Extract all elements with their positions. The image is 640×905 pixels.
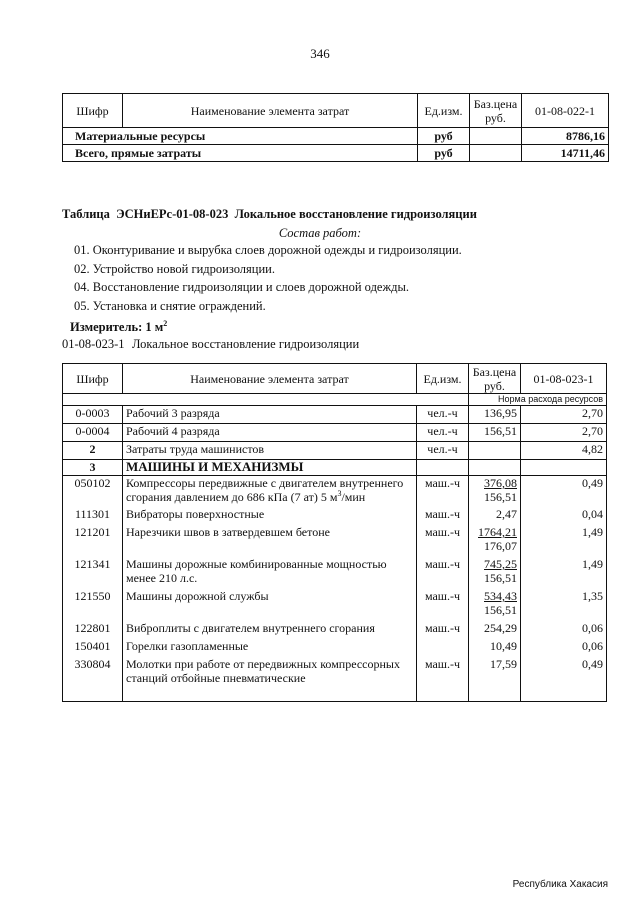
row-norm: 0,49 (521, 476, 607, 508)
table-row (63, 639, 607, 657)
row-norm: 2,70 (521, 424, 607, 442)
row-code: 122801 (63, 621, 123, 639)
operation-item: 05. Установка и снятие ограждений. (74, 299, 266, 313)
row-name: Горелки газопламенные (123, 639, 417, 657)
row-name: Компрессоры передвижные с двигателем внутреннего сгорания давлением до 686 кПа (7 ат) 5 $м^3$/мин (123, 476, 417, 508)
header-unit: Ед.изм. (417, 364, 469, 394)
row-unit: чел.-ч (417, 406, 469, 424)
row-name: Рабочий 3 разряда (123, 406, 417, 424)
table-row (63, 128, 609, 145)
table-row (63, 589, 607, 621)
row-price: 745,25 156,51 (469, 557, 521, 589)
row-value: 8786,16 (522, 128, 609, 145)
rate-line (62, 337, 359, 352)
measurer-power: 2 (163, 319, 168, 328)
row-norm: 0,04 (521, 507, 607, 525)
table-row (63, 442, 607, 460)
table-header-row (63, 364, 607, 394)
table-header-row (63, 94, 609, 128)
header-code: Шифр (63, 364, 123, 394)
row-code: 121341 (63, 557, 123, 589)
header-name: Наименование элемента затрат (123, 94, 418, 128)
group-code: 3 (63, 460, 123, 476)
norm-label: Норма расхода ресурсов (469, 394, 607, 406)
measurer-label: Измеритель: 1 м (70, 320, 164, 335)
row-price: 1764,21 176,07 (469, 525, 521, 557)
section-name: Локальное восстановление гидроизоляции (234, 207, 477, 221)
row-code: 121550 (63, 589, 123, 621)
header-rate-code: 01-08-023-1 (521, 364, 607, 394)
rate-code: 01-08-023-1 (62, 337, 125, 351)
row-norm: 1,49 (521, 557, 607, 589)
group-header-row (63, 460, 607, 476)
row-unit: руб (418, 128, 470, 145)
table-row (63, 507, 607, 525)
section-title (62, 207, 477, 222)
row-name: Молотки при работе от передвижных компрессорных станций отбойные пневматические (123, 657, 417, 701)
header-rate-code: 01-08-022-1 (522, 94, 609, 128)
footer-region: Республика Хакасия (512, 879, 608, 890)
norm-row (63, 394, 607, 406)
row-unit: маш.-ч (417, 525, 469, 557)
row-unit: маш.-ч (417, 557, 469, 589)
table-row (63, 621, 607, 639)
row-unit: чел.-ч (417, 424, 469, 442)
rate-name: Локальное восстановление гидроизоляции (132, 337, 360, 351)
row-price: 2,47 (469, 507, 521, 525)
measurer (70, 319, 167, 335)
page-number: 346 (310, 46, 330, 61)
row-unit: маш.-ч (417, 476, 469, 508)
row-norm: 0,06 (521, 639, 607, 657)
row-price: 254,29 (469, 621, 521, 639)
operation-item: 01. Оконтуривание и вырубка слоев дорожной одежды и гидроизоляции. (74, 243, 462, 257)
row-price: 136,95 (469, 406, 521, 424)
operation-item: 04. Восстановление гидроизоляции и слоев дорожной одежды. (74, 280, 410, 294)
row-code: 121201 (63, 525, 123, 557)
row-unit: маш.-ч (417, 621, 469, 639)
table-row (63, 557, 607, 589)
row-price (470, 128, 522, 145)
header-base-price: Баз.цена руб. (469, 364, 521, 394)
row-norm: 2,70 (521, 406, 607, 424)
row-code: 050102 (63, 476, 123, 508)
row-unit: руб (418, 145, 470, 162)
row-unit (417, 639, 469, 657)
row-code: 2 (63, 442, 123, 460)
group-name: МАШИНЫ И МЕХАНИЗМЫ (123, 460, 417, 476)
table-row (63, 406, 607, 424)
row-price: 10,49 (469, 639, 521, 657)
operation-item: 02. Устройство новой гидроизоляции. (74, 262, 275, 276)
row-unit: маш.-ч (417, 589, 469, 621)
section-code: ЭСНиЕРс-01-08-023 (116, 207, 229, 221)
row-code: 330804 (63, 657, 123, 701)
row-price (469, 442, 521, 460)
row-name: Нарезчики швов в затвердевшем бетоне (123, 525, 417, 557)
row-name: Машины дорожной службы (123, 589, 417, 621)
header-unit: Ед.изм. (418, 94, 470, 128)
row-unit: чел.-ч (417, 442, 469, 460)
row-norm: 1,35 (521, 589, 607, 621)
table-row (63, 657, 607, 701)
row-norm: 0,49 (521, 657, 607, 701)
table-row (63, 145, 609, 162)
row-code: 111301 (63, 507, 123, 525)
row-code: 0-0004 (63, 424, 123, 442)
row-price: 156,51 (469, 424, 521, 442)
table-row (63, 525, 607, 557)
row-norm: 0,06 (521, 621, 607, 639)
row-name: Машины дорожные комбинированные мощностью менее 210 л.с. (123, 557, 417, 589)
table-row (63, 424, 607, 442)
table-previous-rate (62, 93, 609, 162)
header-name: Наименование элемента затрат (123, 364, 417, 394)
row-name: Всего, прямые затраты (63, 145, 418, 162)
row-unit: маш.-ч (417, 507, 469, 525)
row-value: 14711,46 (522, 145, 609, 162)
row-unit: маш.-ч (417, 657, 469, 701)
section-label: Таблица (62, 207, 110, 221)
row-name: Рабочий 4 разряда (123, 424, 417, 442)
table-row (63, 476, 607, 508)
row-name: Виброплиты с двигателем внутреннего сгорания (123, 621, 417, 639)
table-resources (62, 363, 607, 702)
row-name: Материальные ресурсы (63, 128, 418, 145)
row-code: 150401 (63, 639, 123, 657)
row-norm: 1,49 (521, 525, 607, 557)
row-name: Затраты труда машинистов (123, 442, 417, 460)
row-code: 0-0003 (63, 406, 123, 424)
header-base-price: Баз.цена руб. (470, 94, 522, 128)
work-composition-title: Состав работ: (278, 226, 362, 240)
row-price: 534,43 156,51 (469, 589, 521, 621)
row-price: 17,59 (469, 657, 521, 701)
row-price (470, 145, 522, 162)
row-name: Вибраторы поверхностные (123, 507, 417, 525)
row-norm: 4,82 (521, 442, 607, 460)
header-code: Шифр (63, 94, 123, 128)
row-price: 376,08 156,51 (469, 476, 521, 508)
